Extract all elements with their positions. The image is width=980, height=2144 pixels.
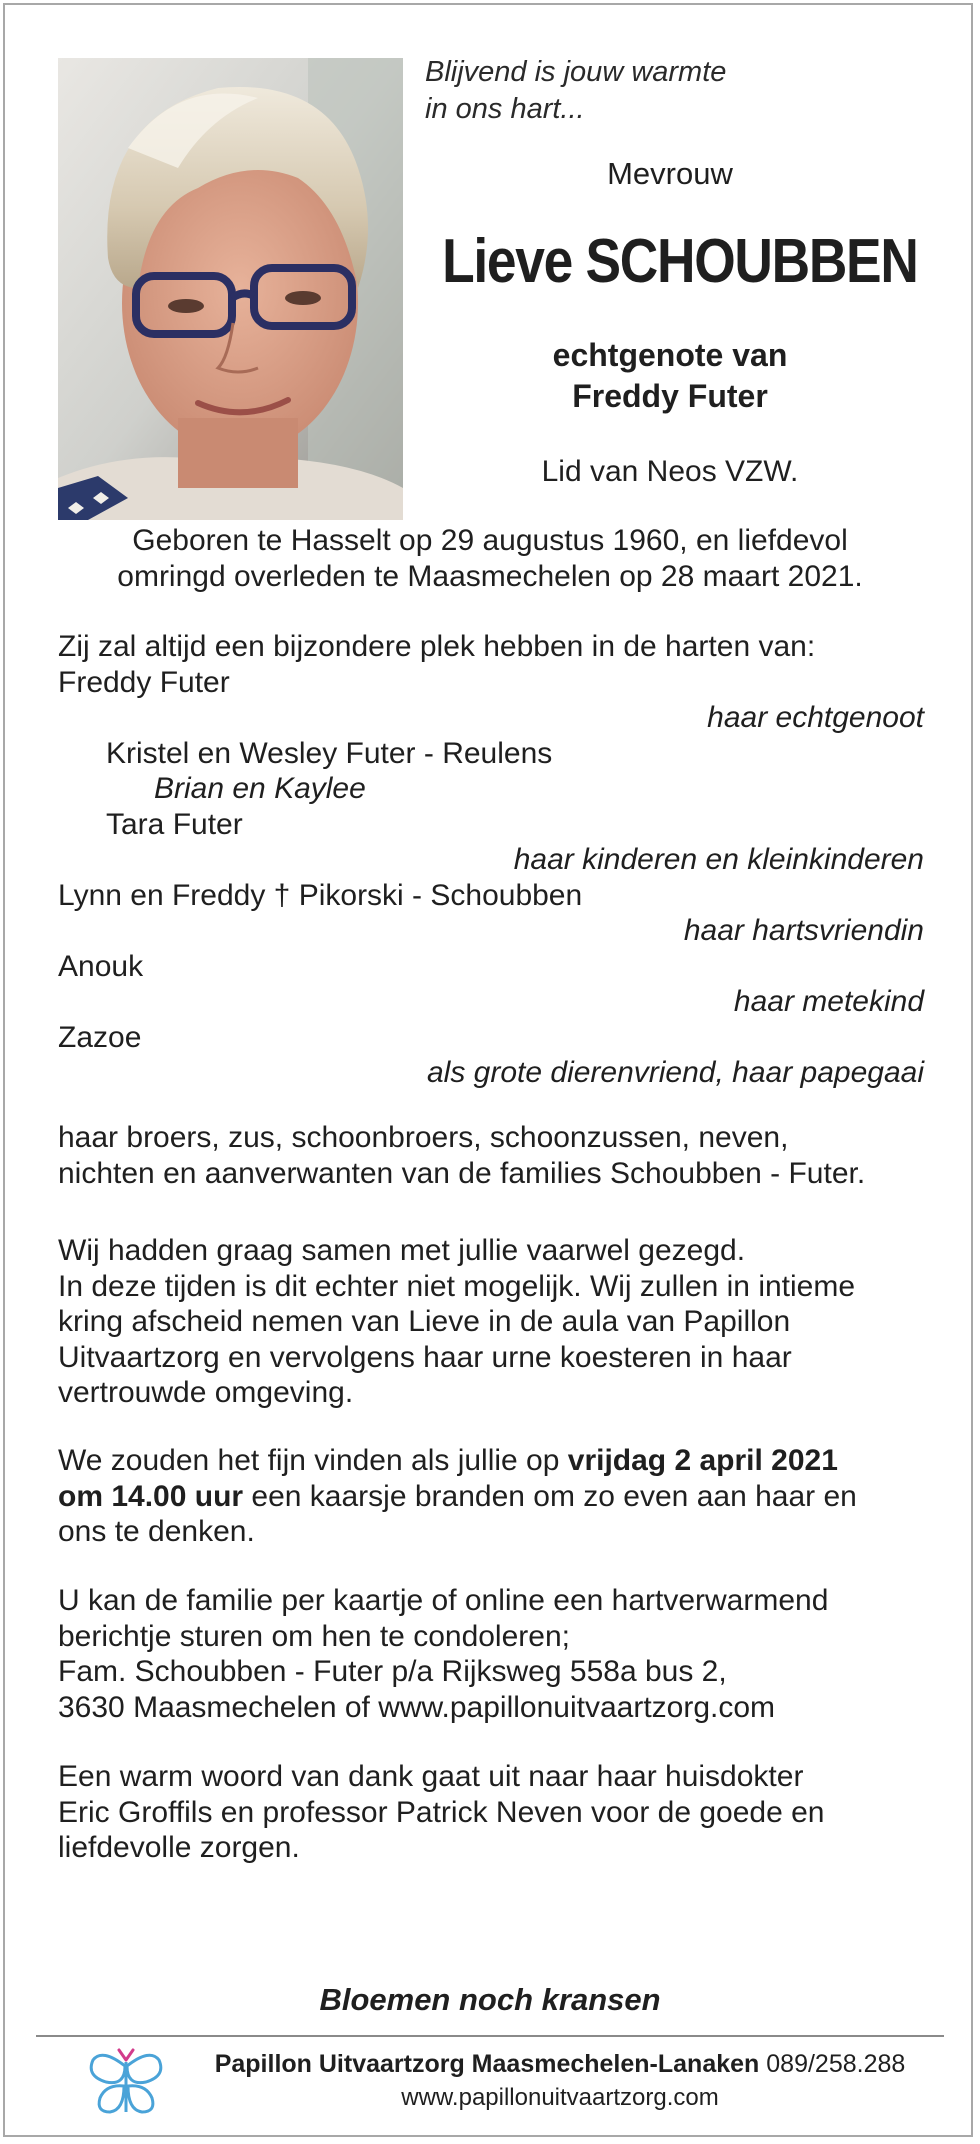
list-item: Lynn en Freddy † Pikorski - Schoubben (58, 878, 583, 912)
list-item: Tara Futer (106, 807, 243, 841)
survivors-list (58, 629, 924, 1091)
thanks-paragraph (58, 1759, 924, 1866)
condolence-paragraph (58, 1583, 924, 1725)
relation-label: haar hartsvriendin (683, 914, 924, 947)
footer-company-line (180, 2050, 940, 2079)
list-item: Zazoe (58, 1020, 142, 1054)
text-line: ons te denken. (58, 1515, 255, 1548)
text-line: 3630 Maasmechelen of www.papillonuitvaartzorg.com (58, 1690, 776, 1724)
motto-line-1: Blijvend is jouw warmte (425, 56, 727, 88)
company-phone: 089/258.288 (766, 2050, 906, 2078)
footer-divider (36, 2035, 944, 2037)
list-item: Freddy Futer (58, 665, 230, 699)
list-item: Kristel en Wesley Futer - Reulens (106, 736, 553, 770)
text-line (58, 1443, 924, 1479)
motto-line-2: in ons hart... (425, 93, 585, 125)
text-line (58, 1479, 924, 1515)
company-website-link[interactable]: www.papillonuitvaartzorg.com (401, 2084, 719, 2111)
list-item: Anouk (58, 949, 144, 983)
spouse-info (405, 335, 935, 417)
death-line: omringd overleden te Maasmechelen op 28 maart 2021. (117, 560, 863, 593)
spouse-line-1: echtgenote van (552, 337, 788, 373)
membership: Lid van Neos VZW. (541, 455, 799, 488)
ceremony-time: om 14.00 uur (58, 1479, 244, 1513)
list-item: Brian en Kaylee (154, 772, 366, 805)
text-line: Wij hadden graag samen met jullie vaarwel gezegd. (58, 1234, 746, 1267)
text-line: Fam. Schoubben - Futer p/a Rijksweg 558a bus 2, (58, 1655, 727, 1688)
relation-label: als grote dierenvriend, haar papegaai (426, 1056, 924, 1089)
text-line: Een warm woord van dank gaat uit naar haar huisdokter (58, 1760, 804, 1793)
text-line: Uitvaartzorg en vervolgens haar urne koesteren in haar (58, 1340, 792, 1374)
ceremony-date: vrijdag 2 april 2021 (567, 1444, 838, 1477)
candle-paragraph (58, 1443, 924, 1550)
text-line: nichten en aanverwanten van de families Schoubben - Futer. (58, 1156, 866, 1190)
candle-post: een kaarsje branden om zo even aan haar en (243, 1479, 857, 1513)
text-line: vertrouwde omgeving. (58, 1376, 354, 1409)
text-line: berichtje sturen om hen te condoleren; (58, 1619, 570, 1653)
memorial-motto (425, 54, 726, 128)
portrait-photo (58, 58, 403, 520)
no-flowers-notice: Bloemen noch kransen (319, 1982, 661, 2017)
butterfly-logo-icon (88, 2046, 164, 2118)
survivors-intro: Zij zal altijd een bijzondere plek hebben in de harten van: (58, 630, 816, 663)
text-line: haar broers, zus, schoonbroers, schoonzussen, neven, (58, 1121, 789, 1154)
company-name: Papillon Uitvaartzorg Maasmechelen-Lanaken (214, 2050, 760, 2078)
honorific: Mevrouw (607, 156, 733, 191)
relation-label: haar metekind (733, 985, 924, 1018)
text-line: liefdevolle zorgen. (58, 1831, 300, 1864)
farewell-paragraph (58, 1233, 924, 1411)
birth-death-statement (58, 523, 922, 595)
deceased-name: Lieve SCHOUBBEN (442, 227, 918, 296)
text-line: Eric Groffils en professor Patrick Neven voor de goede en (58, 1795, 825, 1829)
text-line: kring afscheid nemen van Lieve in de aula van Papillon (58, 1305, 791, 1338)
spouse-line-2: Freddy Futer (572, 378, 768, 414)
relation-label: haar echtgenoot (707, 701, 924, 734)
text-line: U kan de familie per kaartje of online een hartverwarmend (58, 1584, 829, 1617)
extended-family-paragraph (58, 1120, 924, 1191)
candle-pre: We zouden het fijn vinden als jullie op (58, 1444, 568, 1477)
relation-label: haar kinderen en kleinkinderen (513, 843, 924, 876)
birth-line: Geboren te Hasselt op 29 augustus 1960, en liefdevol (132, 524, 848, 557)
text-line: In deze tijden is dit echter niet mogelijk. Wij zullen in intieme (58, 1269, 856, 1303)
